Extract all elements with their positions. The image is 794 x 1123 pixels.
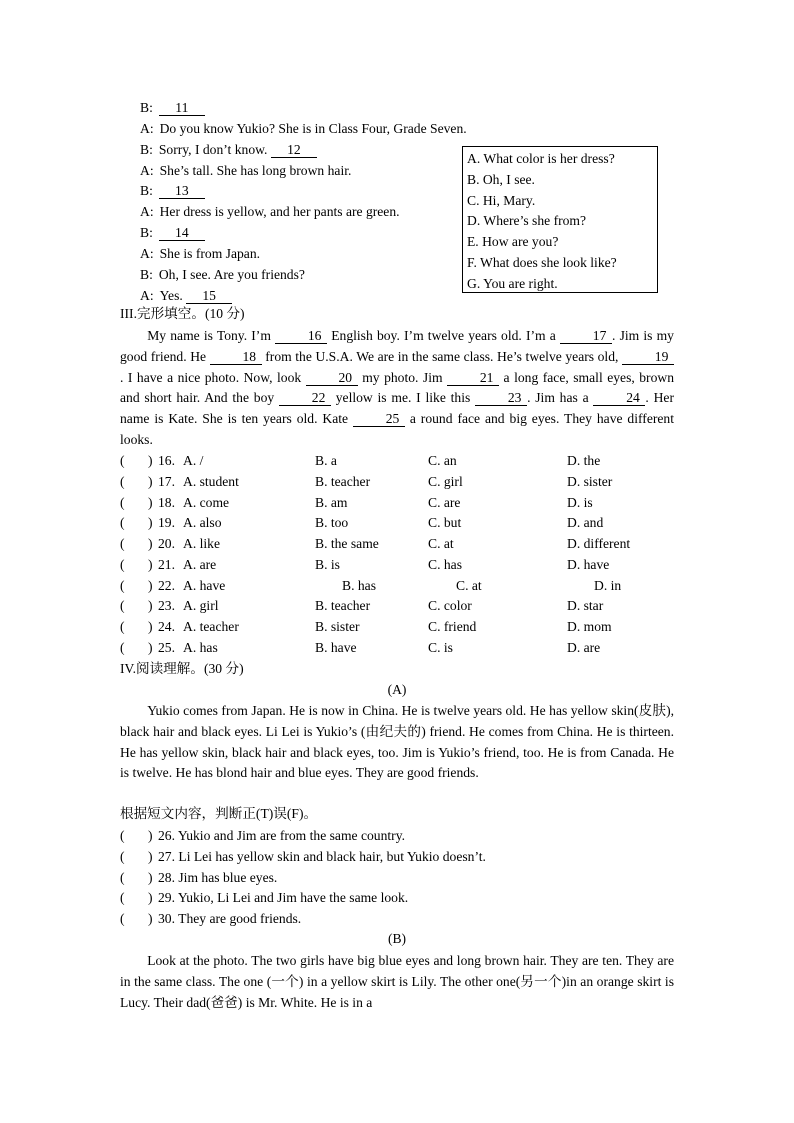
question-row <box>120 513 680 533</box>
answer-paren-open[interactable]: ( <box>120 890 125 906</box>
question-number: 18. <box>158 494 175 510</box>
option-d[interactable]: D. and <box>567 515 604 531</box>
question-row <box>120 451 680 471</box>
question-number: 20. <box>158 536 175 551</box>
tf-statement: 28. Jim has blue eyes. <box>158 869 278 885</box>
cloze-passage <box>120 326 674 451</box>
answer-paren-close: ) <box>148 639 153 655</box>
answer-blank[interactable]: 14 <box>159 225 205 241</box>
option-d[interactable]: D. star <box>567 598 604 614</box>
answer-paren-close: ) <box>148 619 153 634</box>
passage-text: my photo. Jim <box>357 369 448 385</box>
speaker-label: A: <box>140 246 154 261</box>
dialogue-text: Oh, I see. Are you friends? <box>158 267 305 282</box>
question-number: 25. <box>158 639 175 655</box>
option-c[interactable]: C. but <box>428 515 462 531</box>
question-row <box>120 534 680 554</box>
cloze-blank[interactable]: 18 <box>210 349 262 365</box>
passage-text: . Jim has a <box>527 390 594 406</box>
answer-paren-open[interactable]: ( <box>120 619 125 634</box>
answer-paren-close: ) <box>148 848 153 864</box>
options-box <box>462 146 658 293</box>
cloze-blank[interactable]: 16 <box>275 328 327 344</box>
dialogue-line <box>140 287 232 305</box>
option-d[interactable]: D. sister <box>567 473 613 489</box>
answer-blank[interactable]: 11 <box>159 100 205 116</box>
answer-paren-open[interactable]: ( <box>120 848 125 864</box>
option-b[interactable]: B. is <box>315 556 340 572</box>
speaker-label: A: <box>140 288 154 303</box>
answer-paren-close: ) <box>148 828 153 843</box>
dialogue-text: Yes. <box>159 288 187 303</box>
question-row <box>120 638 680 658</box>
dialogue-text: Do you know Yukio? She is in Class Four, Grade Seven. <box>159 121 467 136</box>
passage-text: yellow is me. I like this <box>330 390 476 406</box>
option-c[interactable]: C. are <box>428 494 461 510</box>
tf-instruction: 根据短文内容，判断正(T)误(F)。 <box>120 806 318 821</box>
answer-paren-close: ) <box>148 869 153 885</box>
option-c[interactable]: C. is <box>428 639 453 655</box>
tf-statement: 26. Yukio and Jim are from the same country. <box>158 828 406 843</box>
answer-paren-open[interactable]: ( <box>120 911 125 927</box>
answer-blank[interactable]: 13 <box>159 183 205 199</box>
answer-paren-close: ) <box>148 598 153 614</box>
option-a[interactable]: A. also <box>183 515 222 531</box>
tf-item <box>120 826 680 846</box>
question-number: 22. <box>158 577 175 593</box>
speaker-label: B: <box>140 267 153 282</box>
speaker-label: A: <box>140 121 154 136</box>
speaker-label: B: <box>140 142 153 157</box>
passage-text: . Her name is Kate. She is ten years old. Kate <box>120 390 674 427</box>
question-number: 17. <box>158 473 175 489</box>
answer-paren-close: ) <box>148 556 153 572</box>
option-b[interactable]: B. too <box>315 515 349 531</box>
option-a[interactable]: A. girl <box>183 598 219 614</box>
answer-paren-open[interactable]: ( <box>120 494 125 510</box>
speaker-label: A: <box>140 163 154 178</box>
tf-item <box>120 868 680 888</box>
cloze-blank[interactable]: 24 <box>593 390 645 406</box>
option-d[interactable]: D. different <box>567 536 631 551</box>
option-a[interactable]: A. have <box>183 577 226 593</box>
dialogue-line <box>140 224 205 242</box>
passage-b-text: Look at the photo. The two girls have big blue eyes and long brown hair. They are ten. They are in the same class. The one (一个) in a yellow skirt is Lily. The other one(另一个)in an orange skirt is Lucy. Their dad(爸爸) is Mr. White. He is in a <box>120 953 674 1010</box>
answer-paren-open[interactable]: ( <box>120 639 125 655</box>
answer-paren-open[interactable]: ( <box>120 473 125 489</box>
dialogue-line <box>140 203 400 221</box>
answer-paren-close: ) <box>148 453 153 468</box>
option-item: F. What does she look like? <box>467 254 617 270</box>
dialogue-line <box>140 266 305 284</box>
cloze-blank[interactable]: 23 <box>475 390 527 406</box>
dialogue-line <box>140 120 467 138</box>
question-row <box>120 576 680 596</box>
option-item: C. Hi, Mary. <box>467 192 536 208</box>
option-d[interactable]: D. is <box>567 494 593 510</box>
answer-paren-close: ) <box>148 536 153 551</box>
passage-text: a long face, small eyes, brown and short hair. And the boy <box>120 369 674 406</box>
dialogue-line <box>140 141 317 159</box>
answer-paren-close: ) <box>148 577 153 593</box>
part-a-label: (A) <box>387 682 407 697</box>
dialogue-text: She’s tall. She has long brown hair. <box>159 163 352 178</box>
option-item: B. Oh, I see. <box>467 171 535 187</box>
section-3-title: III.完形填空。(10 分) <box>120 306 245 321</box>
speaker-label: B: <box>140 100 153 115</box>
option-c[interactable]: C. at <box>456 577 482 593</box>
answer-paren-open[interactable]: ( <box>120 869 125 885</box>
cloze-blank[interactable]: 20 <box>306 370 358 386</box>
speaker-label: A: <box>140 204 154 219</box>
cloze-blank[interactable]: 22 <box>279 390 331 406</box>
tf-item <box>120 847 680 867</box>
question-number: 21. <box>158 556 175 572</box>
question-number: 16. <box>158 453 175 468</box>
question-row <box>120 493 680 513</box>
option-d[interactable]: D. mom <box>567 619 612 634</box>
answer-paren-close: ) <box>148 494 153 510</box>
question-row <box>120 555 680 575</box>
question-row <box>120 596 680 616</box>
passage-text: English boy. I’m twelve years old. I’m a <box>327 328 560 343</box>
answer-paren-close: ) <box>148 890 153 906</box>
option-d[interactable]: D. the <box>567 453 601 468</box>
tf-statement: 29. Yukio, Li Lei and Jim have the same look. <box>158 890 409 906</box>
speaker-label: B: <box>140 225 153 240</box>
option-c[interactable]: C. at <box>428 536 454 551</box>
tf-item <box>120 888 680 908</box>
passage-text: a round face and big eyes. They have different looks. <box>120 411 674 447</box>
option-a[interactable]: A. come <box>183 494 230 510</box>
question-row <box>120 617 680 637</box>
option-item: E. How are you? <box>467 234 559 250</box>
option-d[interactable]: D. have <box>567 556 610 572</box>
answer-paren-open[interactable]: ( <box>120 556 125 572</box>
reading-passage-a <box>120 701 674 784</box>
question-number: 23. <box>158 598 175 614</box>
answer-paren-close: ) <box>148 473 153 489</box>
answer-paren-open[interactable]: ( <box>120 515 125 531</box>
speaker-label: B: <box>140 183 153 198</box>
answer-paren-open[interactable]: ( <box>120 577 125 593</box>
option-b[interactable]: B. sister <box>315 619 360 634</box>
question-number: 24. <box>158 619 175 634</box>
dialogue-line <box>140 182 205 200</box>
option-b[interactable]: B. a <box>315 453 337 468</box>
question-number: 19. <box>158 515 175 531</box>
option-c[interactable]: C. has <box>428 556 462 572</box>
option-item: G. You are right. <box>467 275 558 291</box>
passage-text: . Jim is my good friend. He <box>120 328 674 364</box>
option-b[interactable]: B. teacher <box>315 473 371 489</box>
option-b[interactable]: B. teacher <box>315 598 371 614</box>
cloze-blank[interactable]: 17 <box>560 328 612 344</box>
answer-paren-open[interactable]: ( <box>120 536 125 551</box>
passage-text: from the U.S.A. We are in the same class. He’s twelve years old, <box>261 348 622 364</box>
dialogue-text: She is from Japan. <box>159 246 261 261</box>
dialogue-line <box>140 99 205 117</box>
option-d[interactable]: D. are <box>567 639 601 655</box>
option-a[interactable]: A. / <box>183 453 204 468</box>
cloze-blank[interactable]: 19 <box>622 349 674 365</box>
option-b[interactable]: B. have <box>315 639 357 655</box>
tf-statement: 30. They are good friends. <box>158 911 302 927</box>
option-item: D. Where’s she from? <box>467 213 587 229</box>
option-b[interactable]: B. has <box>342 577 376 593</box>
option-c[interactable]: C. color <box>428 598 472 614</box>
option-b[interactable]: B. the same <box>315 536 379 551</box>
option-a[interactable]: A. are <box>183 556 217 572</box>
dialogue-text: Her dress is yellow, and her pants are green. <box>159 204 400 219</box>
passage-text: My name is Tony. I’m <box>147 328 276 343</box>
question-row <box>120 472 680 492</box>
answer-paren-close: ) <box>148 911 153 927</box>
option-a[interactable]: A. student <box>183 473 239 489</box>
passage-a-text: Yukio comes from Japan. He is now in China. He is twelve years old. He has yellow skin(皮肤), black hair and black eyes. Li Lei is Yukio’s (由纪夫的) friend. He comes from China. He is thirteen. He has yellow skin, black hair and black eyes, too. Jim is Yukio’s friend, too. He is from Canada. He is twelve. He has blond hair and blue eyes. They are good friends. <box>120 703 674 781</box>
dialogue-line <box>140 162 351 180</box>
reading-passage-b <box>120 951 674 1013</box>
passage-text: . I have a nice photo. Now, look <box>120 369 306 385</box>
answer-blank[interactable]: 15 <box>186 288 232 304</box>
option-c[interactable]: C. an <box>428 453 457 468</box>
dialogue-line <box>140 245 260 263</box>
cloze-blank[interactable]: 21 <box>447 370 499 386</box>
answer-paren-open[interactable]: ( <box>120 598 125 614</box>
option-item: A. What color is her dress? <box>467 151 615 166</box>
section-4-title: IV.阅读理解。(30 分) <box>120 661 244 676</box>
part-b-label: (B) <box>387 931 407 946</box>
option-c[interactable]: C. girl <box>428 473 463 489</box>
option-d[interactable]: D. in <box>594 577 622 593</box>
option-a[interactable]: A. teacher <box>183 619 239 634</box>
cloze-blank[interactable]: 25 <box>353 411 405 427</box>
answer-paren-close: ) <box>148 515 153 531</box>
answer-paren-open[interactable]: ( <box>120 828 125 843</box>
tf-item <box>120 909 680 929</box>
answer-blank[interactable]: 12 <box>271 142 317 158</box>
dialogue-text: Sorry, I don’t know. <box>158 142 271 157</box>
tf-statement: 27. Li Lei has yellow skin and black hair, but Yukio doesn’t. <box>158 848 486 864</box>
option-a[interactable]: A. like <box>183 536 220 551</box>
option-a[interactable]: A. has <box>183 639 218 655</box>
option-c[interactable]: C. friend <box>428 619 477 634</box>
option-b[interactable]: B. am <box>315 494 348 510</box>
answer-paren-open[interactable]: ( <box>120 453 125 468</box>
